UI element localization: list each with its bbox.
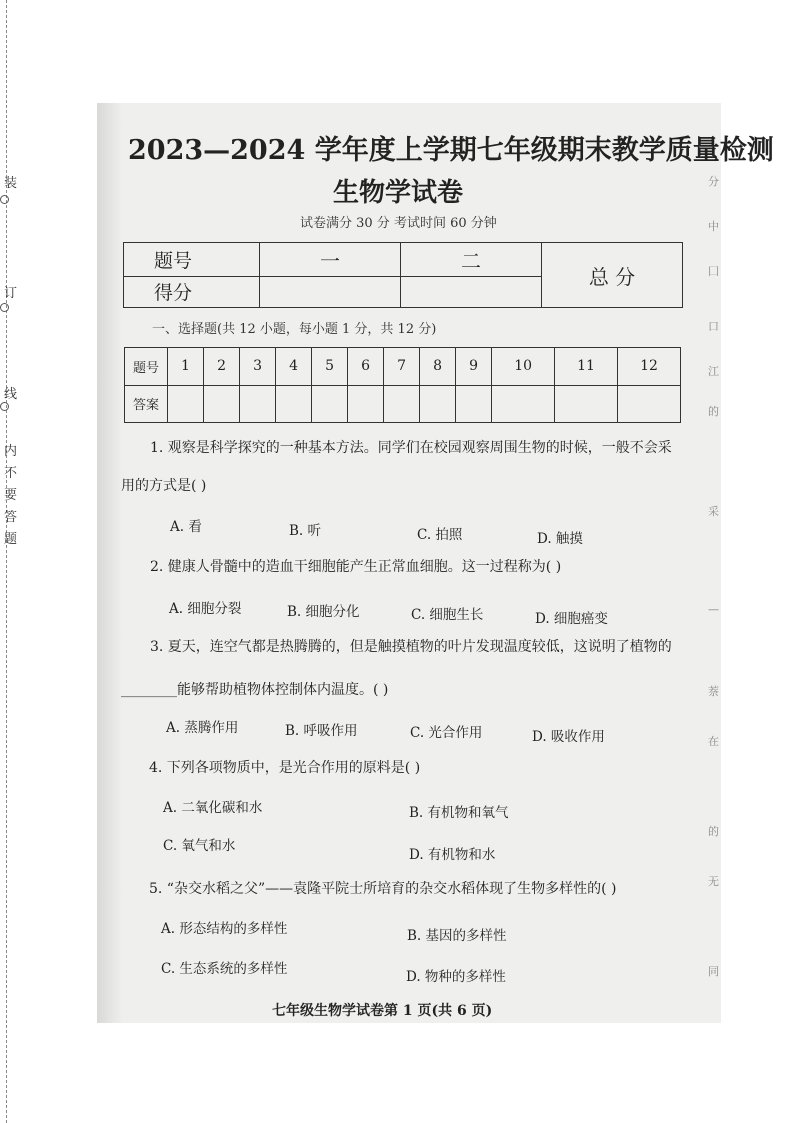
answer-cell[interactable] <box>617 385 680 423</box>
binding-hole-icon <box>0 402 9 411</box>
question-text: 5. “杂交水稻之父”——袁隆平院士所培育的杂交水稻体现了生物多样性的( ) <box>149 881 617 897</box>
answer-number: 6 <box>348 348 384 386</box>
question-option[interactable]: D. 触摸 <box>537 531 583 547</box>
question-text: 用的方式是( ) <box>121 478 207 494</box>
question-option[interactable]: B. 呼吸作用 <box>285 723 358 739</box>
answer-number: 10 <box>492 348 555 386</box>
bleed-through-edge: 分 中 囗 口 江 的 采 — 萘 在 的 无 同 <box>708 175 719 978</box>
answer-number: 2 <box>204 348 240 386</box>
answer-number: 11 <box>555 348 618 386</box>
question-option[interactable]: A. 二氧化碳和水 <box>163 800 263 816</box>
answer-cell[interactable] <box>456 385 492 423</box>
binding-char: 不 <box>4 466 18 481</box>
score-table-total: 总 分 <box>542 243 683 308</box>
answer-cell[interactable] <box>168 385 204 423</box>
exam-meta: 试卷满分 30 分 考试时间 60 分钟 <box>300 216 497 231</box>
score-table-row-label: 得分 <box>124 276 260 307</box>
answer-number: 7 <box>384 348 420 386</box>
binding-char: 线 <box>4 387 18 402</box>
question-option[interactable]: B. 听 <box>289 523 322 539</box>
answer-table <box>124 347 681 423</box>
binding-char: 订 <box>4 286 18 301</box>
question-text: 4. 下列各项物质中，是光合作用的原料是( ) <box>149 760 421 776</box>
question-text: ________能够帮助植物体控制体内温度。( ) <box>121 682 389 698</box>
score-cell[interactable] <box>260 276 401 307</box>
question-option[interactable]: A. 细胞分裂 <box>169 601 242 617</box>
question-option[interactable]: C. 光合作用 <box>410 725 483 741</box>
score-table-header: 题号 <box>124 243 260 277</box>
binding-char: 题 <box>4 532 18 547</box>
section-heading: 一、选择题(共 12 小题，每小题 1 分，共 12 分) <box>152 322 437 337</box>
exam-subtitle: 生物学试卷 <box>333 178 464 208</box>
question-option[interactable]: A. 蒸腾作用 <box>166 720 239 736</box>
score-table-header: 二 <box>401 243 542 277</box>
answer-number: 9 <box>456 348 492 386</box>
binding-char: 装 <box>4 176 18 191</box>
score-table <box>123 242 683 308</box>
answer-cell[interactable] <box>348 385 384 423</box>
question-option[interactable]: D. 细胞癌变 <box>535 611 608 627</box>
binding-char: 要 <box>4 488 18 503</box>
answer-cell[interactable] <box>420 385 456 423</box>
question-text: 3. 夏天，连空气都是热腾腾的，但是触摸植物的叶片发现温度较低，这说明了植物的 <box>150 639 672 655</box>
answer-cell[interactable] <box>276 385 312 423</box>
question-option[interactable]: D. 有机物和水 <box>409 847 496 863</box>
answer-cell[interactable] <box>312 385 348 423</box>
question-option[interactable]: C. 氧气和水 <box>163 838 236 854</box>
question-option[interactable]: C. 生态系统的多样性 <box>161 961 288 977</box>
question-option[interactable]: C. 拍照 <box>417 527 463 543</box>
answer-table-label: 答案 <box>125 385 168 423</box>
answer-number: 5 <box>312 348 348 386</box>
answer-number: 4 <box>276 348 312 386</box>
score-table-header: 一 <box>260 243 401 277</box>
answer-cell[interactable] <box>555 385 618 423</box>
binding-hole-icon <box>0 195 9 204</box>
question-option[interactable]: A. 看 <box>170 519 202 535</box>
question-option[interactable]: C. 细胞生长 <box>411 607 484 623</box>
answer-table-label: 题号 <box>125 348 168 386</box>
question-option[interactable]: D. 吸收作用 <box>532 729 605 745</box>
question-option[interactable]: A. 形态结构的多样性 <box>161 921 288 937</box>
answer-number: 8 <box>420 348 456 386</box>
binding-hole-icon <box>0 303 9 312</box>
answer-number: 1 <box>168 348 204 386</box>
question-option[interactable]: B. 细胞分化 <box>287 604 360 620</box>
question-option[interactable]: B. 有机物和氧气 <box>409 805 509 821</box>
answer-cell[interactable] <box>204 385 240 423</box>
exam-title: 2023—2024 学年度上学期七年级期末教学质量检测 <box>128 135 774 166</box>
binding-char: 内 <box>4 444 18 459</box>
binding-margin <box>0 0 22 1123</box>
answer-cell[interactable] <box>384 385 420 423</box>
question-text: 1. 观察是科学探究的一种基本方法。同学们在校园观察周围生物的时候，一般不会采 <box>150 440 672 456</box>
question-option[interactable]: D. 物种的多样性 <box>406 969 506 985</box>
answer-cell[interactable] <box>492 385 555 423</box>
answer-cell[interactable] <box>240 385 276 423</box>
question-option[interactable]: B. 基因的多样性 <box>407 928 507 944</box>
question-text: 2. 健康人骨髓中的造血干细胞能产生正常血细胞。这一过程称为( ) <box>150 559 562 575</box>
score-cell[interactable] <box>401 276 542 307</box>
answer-number: 3 <box>240 348 276 386</box>
answer-number: 12 <box>617 348 680 386</box>
binding-char: 答 <box>4 510 18 525</box>
page-footer: 七年级生物学试卷第 1 页(共 6 页) <box>272 1003 493 1019</box>
